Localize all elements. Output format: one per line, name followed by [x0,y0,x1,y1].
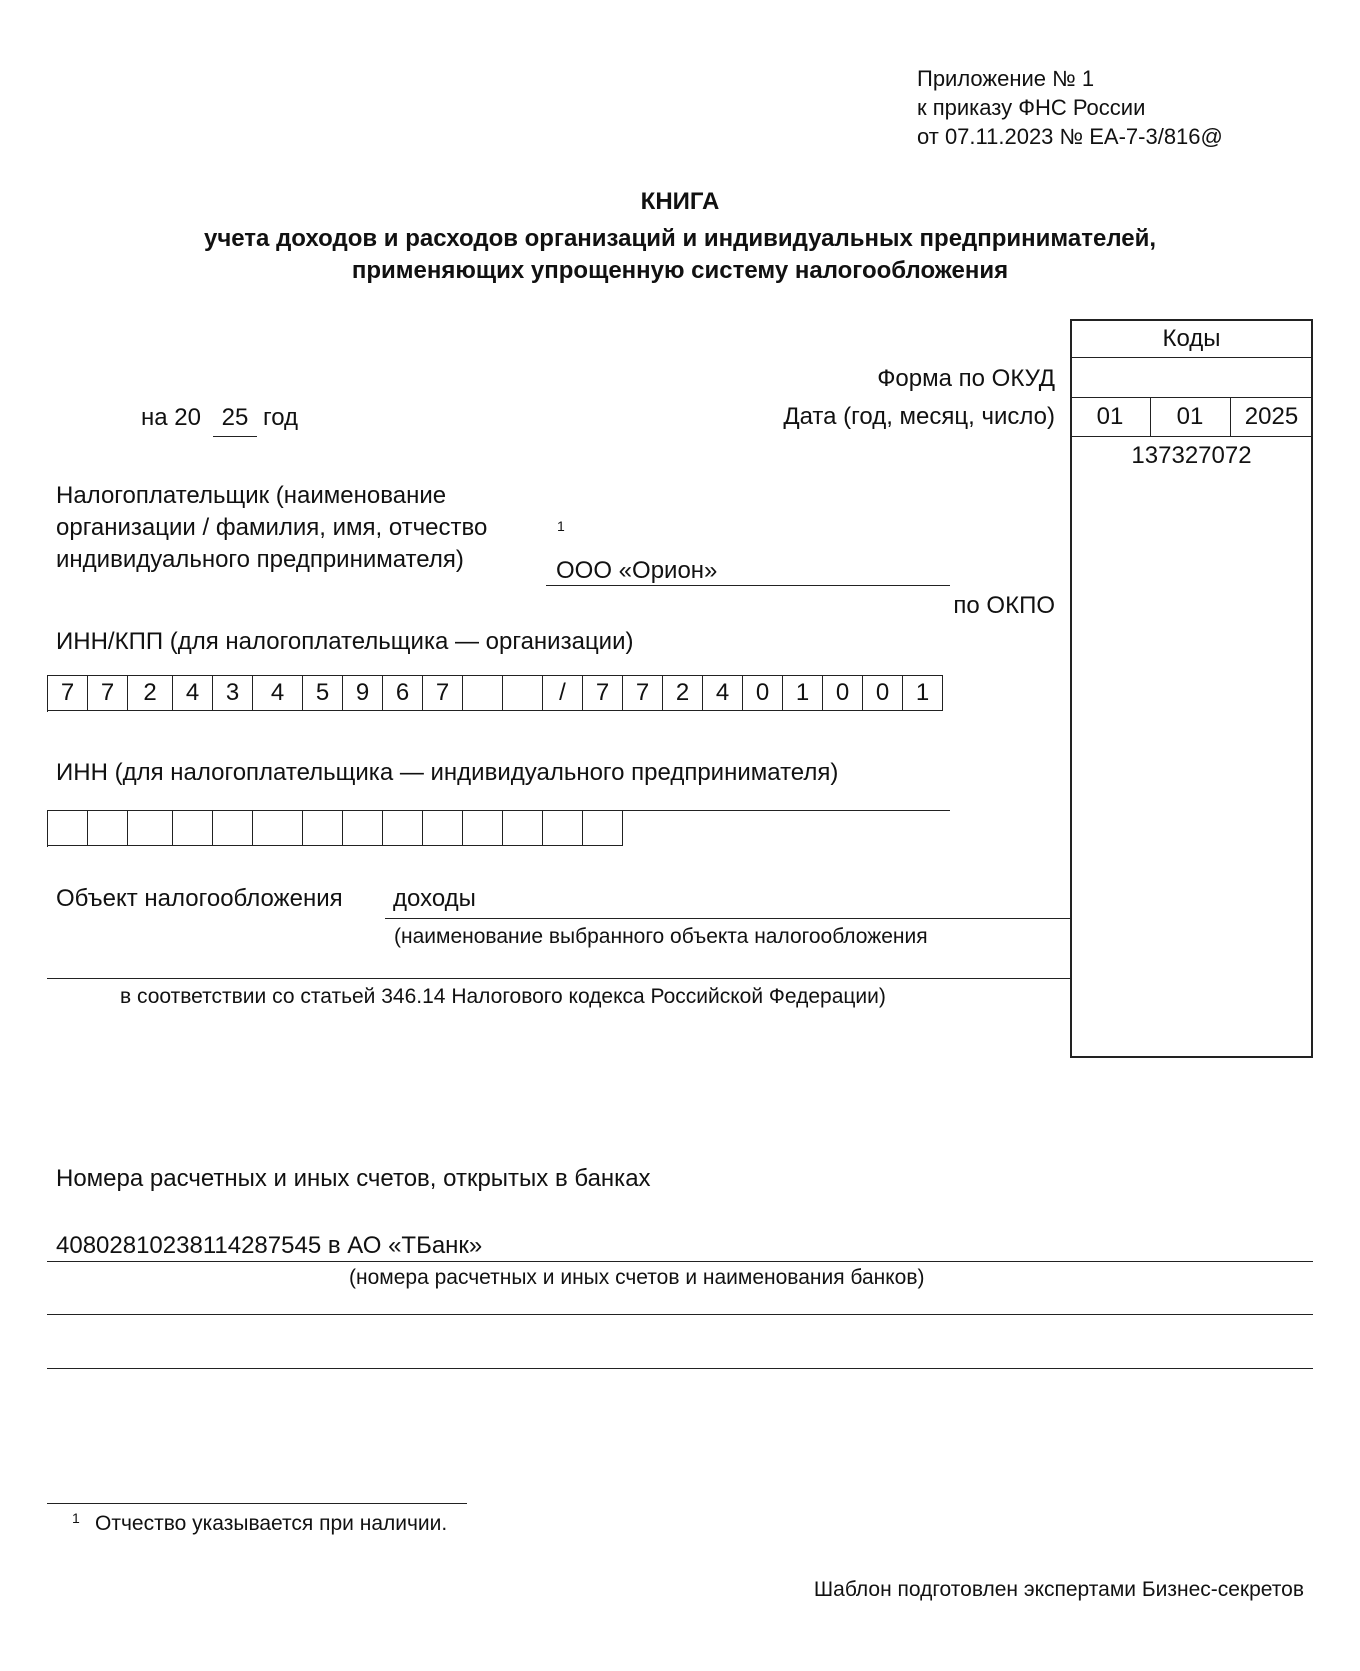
inn-ip-cell[interactable] [128,810,173,846]
year-prefix: на 20 [141,404,201,431]
appendix-header [917,64,1223,151]
inn-kpp-cell[interactable]: 7 [88,675,128,711]
inn-ip-cell[interactable] [303,810,343,846]
inn-ip-cell[interactable] [48,810,88,846]
inn-ip-cell[interactable] [503,810,543,846]
taxpayer-label-line-1: Налогоплательщик (наименование [56,482,447,509]
codes-divider [1070,397,1313,398]
taxpayer-name[interactable]: ООО «Орион» [556,557,718,584]
inn-kpp-cell[interactable]: 7 [583,675,623,711]
tax-object-caption-1: (наименование выбранного объекта налогообложения [394,925,928,948]
inn-ip-cell[interactable] [383,810,423,846]
footnote-marker: 1 [557,518,565,534]
inn-ip-cell[interactable] [253,810,303,846]
inn-ip-label: ИНН (для налогоплательщика — индивидуального предпринимателя) [56,759,839,786]
document-title: КНИГА [640,188,720,215]
document-subtitle-line-2: применяющих упрощенную систему налогообложения [351,257,1009,284]
inn-kpp-cell[interactable]: 4 [173,675,213,711]
accounts-value[interactable]: 40802810238114287545 в АО «ТБанк» [56,1232,483,1259]
taxpayer-label-line-2: организации / фамилия, имя, отчество [56,514,488,541]
inn-kpp-cell[interactable] [503,675,543,711]
inn-kpp-separator: / [543,675,583,711]
inn-ip-grid[interactable] [47,810,623,847]
inn-kpp-grid[interactable] [47,675,943,712]
inn-kpp-cell[interactable]: 2 [663,675,703,711]
inn-kpp-cell[interactable]: 5 [303,675,343,711]
codes-divider [1070,357,1313,358]
template-credit: Шаблон подготовлен экспертами Бизнес-секретов [813,1578,1304,1601]
appendix-line-2: к приказу ФНС России [917,95,1146,120]
inn-kpp-cell[interactable]: 6 [383,675,423,711]
accounts-underline [47,1261,1313,1262]
inn-ip-cell[interactable] [583,810,623,846]
tax-object-underline [385,918,1070,919]
inn-ip-cell[interactable] [543,810,583,846]
inn-kpp-cell[interactable]: 2 [128,675,173,711]
inn-ip-cell[interactable] [88,810,128,846]
inn-kpp-cell[interactable]: 1 [783,675,823,711]
inn-ip-cell[interactable] [343,810,383,846]
inn-kpp-cell[interactable]: 0 [743,675,783,711]
inn-ip-cell[interactable] [173,810,213,846]
date-cell-1: 01 [1096,403,1124,430]
date-cell-3: 2025 [1244,403,1299,430]
tax-object-value[interactable]: доходы [393,885,476,912]
footnote-text: Отчество указывается при наличии. [95,1512,448,1535]
footnote-mark: 1 [72,1510,80,1526]
inn-ip-cell[interactable] [463,810,503,846]
inn-kpp-cell[interactable]: 0 [823,675,863,711]
year-value[interactable]: 25 [221,404,249,431]
appendix-line-3: от 07.11.2023 № ЕА-7-3/816@ [917,124,1223,149]
year-suffix: год [263,404,299,431]
accounts-blank-line [47,1368,1313,1369]
inn-kpp-cell[interactable]: 7 [48,675,88,711]
inn-kpp-label: ИНН/КПП (для налогоплательщика — организации) [56,628,634,655]
okpo-label: по ОКПО [953,592,1055,619]
inn-kpp-cell[interactable]: 7 [423,675,463,711]
inn-kpp-cell[interactable]: 4 [703,675,743,711]
accounts-blank-line [47,1314,1313,1315]
taxpayer-name-underline [546,585,950,586]
accounts-caption: (номера расчетных и иных счетов и наименования банков) [349,1266,925,1289]
inn-ip-cell[interactable] [213,810,253,846]
date-label: Дата (год, месяц, число) [783,403,1055,430]
tax-object-caption-2: в соответствии со статьей 346.14 Налогового кодекса Российской Федерации) [120,985,886,1008]
year-underline [213,436,257,437]
okud-label: Форма по ОКУД [877,365,1055,392]
inn-kpp-cell[interactable]: 9 [343,675,383,711]
footnote-separator [47,1503,467,1504]
codes-divider [1070,436,1313,437]
inn-ip-cell[interactable] [423,810,463,846]
inn-kpp-cell[interactable]: 3 [213,675,253,711]
date-cell-2: 01 [1176,403,1204,430]
inn-kpp-cell[interactable]: 1 [903,675,943,711]
document-subtitle-line-1: учета доходов и расходов организаций и индивидуальных предпринимателей, [203,225,1157,252]
inn-kpp-cell[interactable] [463,675,503,711]
tax-object-second-line [47,978,1070,979]
tax-object-label: Объект налогообложения [56,885,343,912]
inn-kpp-cell[interactable]: 4 [253,675,303,711]
inn-kpp-cell[interactable]: 0 [863,675,903,711]
okpo-value: 137327072 [1131,442,1252,469]
appendix-line-1: Приложение № 1 [917,66,1095,91]
accounts-label: Номера расчетных и иных счетов, открытых в банках [56,1165,651,1192]
codes-header: Коды [1162,325,1221,352]
inn-kpp-cell[interactable]: 7 [623,675,663,711]
taxpayer-label-line-3: индивидуального предпринимателя) [56,546,464,573]
